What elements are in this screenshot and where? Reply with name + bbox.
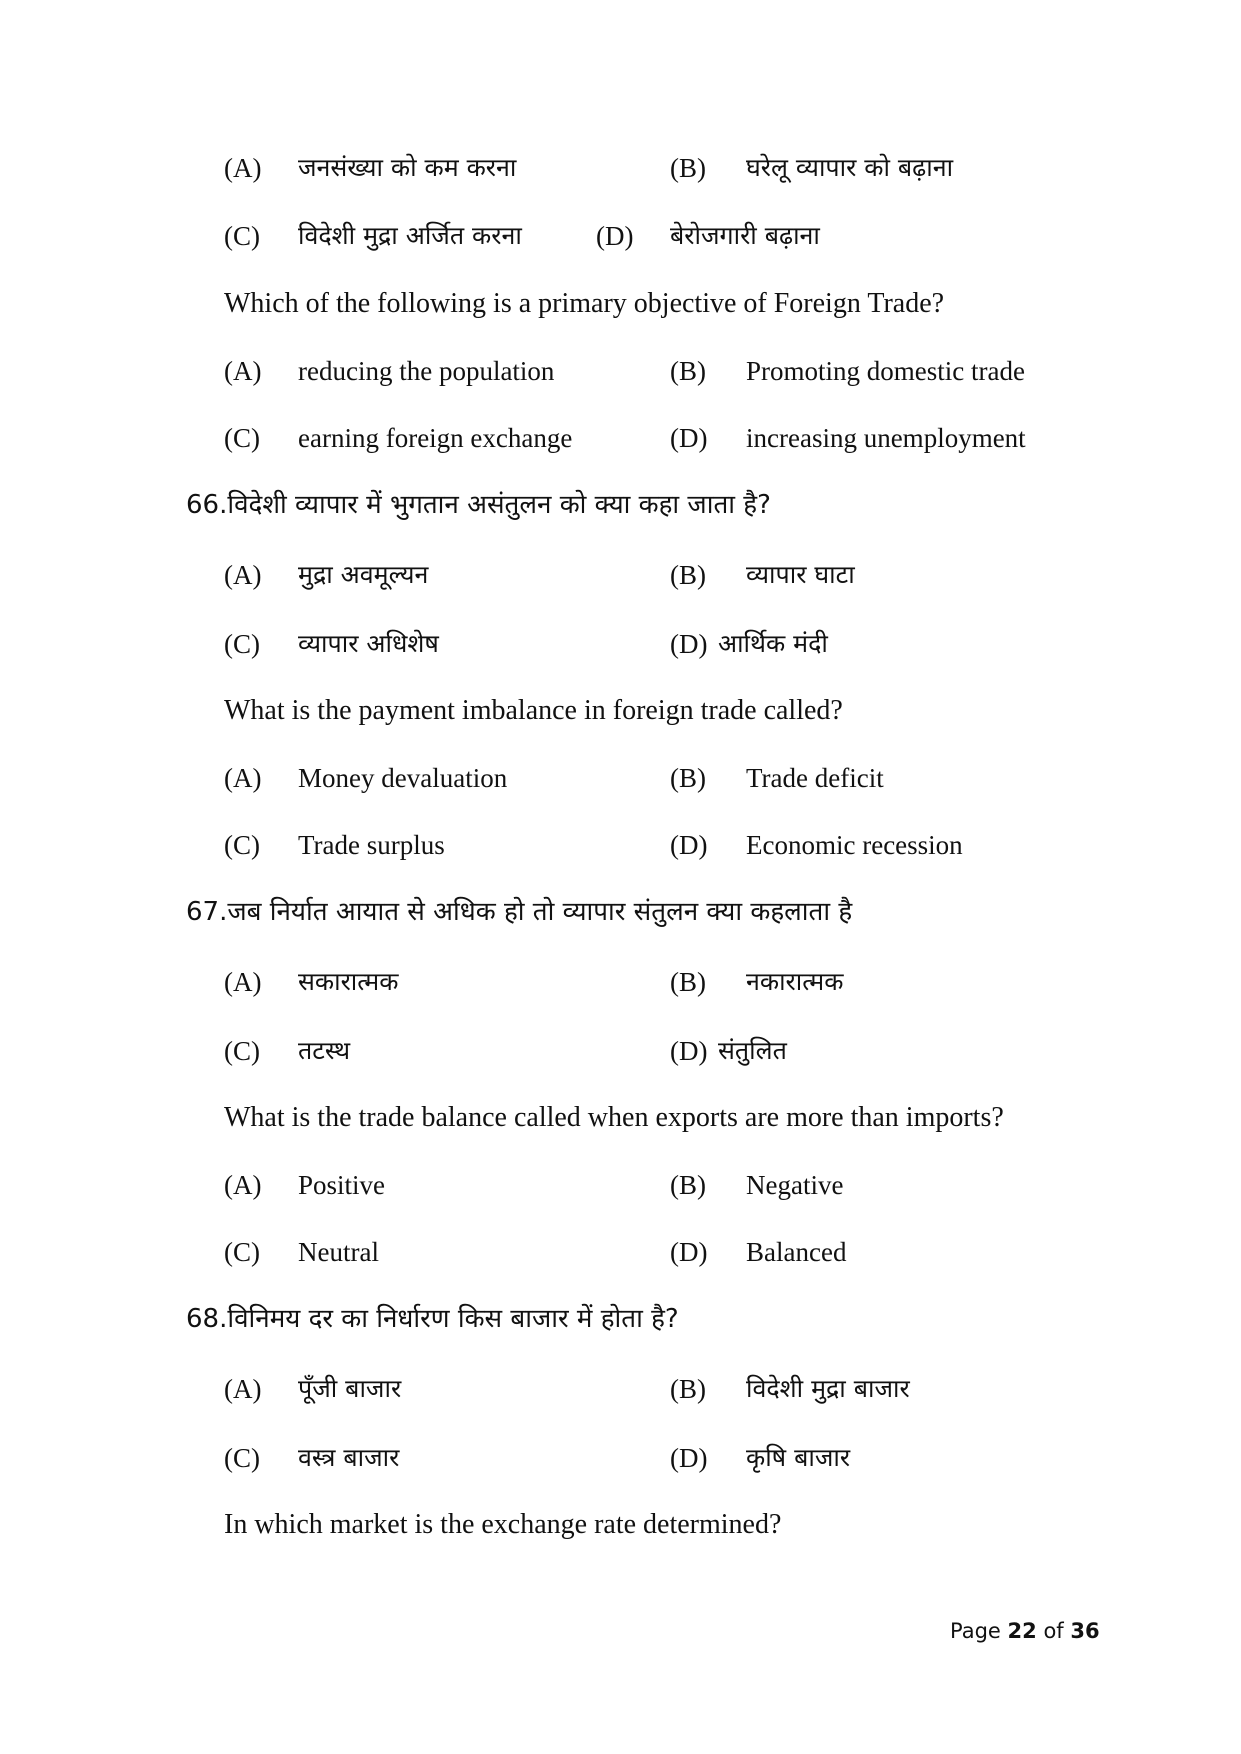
option-label: (B) [670, 356, 706, 386]
option-label: (A) [224, 356, 262, 386]
question-english: In which market is the exchange rate determined? [224, 1509, 782, 1540]
option-label: (C) [224, 830, 260, 860]
option-text: Balanced [746, 1237, 847, 1267]
option-text: मुद्रा अवमूल्यन [298, 560, 429, 589]
option-row [224, 825, 1124, 865]
option-label: (B) [670, 967, 706, 997]
question-text: 68.विनिमय दर का निर्धारण किस बाजार में होता है? [186, 1304, 679, 1334]
option-text: व्यापार अधिशेष [298, 629, 439, 658]
option-row [224, 216, 1124, 256]
option-label: (A) [224, 1170, 262, 1200]
option-label: (C) [224, 1443, 260, 1473]
option-text: तटस्थ [298, 1036, 351, 1065]
option-text: earning foreign exchange [298, 423, 573, 453]
option-label: (A) [224, 763, 262, 793]
option-label: (C) [224, 423, 260, 453]
option-text: बेरोजगारी बढ़ाना [670, 221, 820, 250]
current-page: 22 [1007, 1619, 1037, 1643]
option-row [224, 1031, 1124, 1071]
option-row [224, 1165, 1124, 1205]
option-label: (C) [224, 221, 260, 251]
option-text: नकारात्मक [746, 967, 844, 996]
option-label: (B) [670, 153, 706, 183]
option-text: विदेशी मुद्रा बाजार [746, 1374, 910, 1403]
option-row [224, 758, 1124, 798]
question-text: 66.विदेशी व्यापार में भुगतान असंतुलन को क्या कहा जाता है? [186, 490, 771, 520]
option-text: घरेलू व्यापार को बढ़ाना [746, 153, 954, 182]
option-label: (C) [224, 1036, 260, 1066]
option-row [224, 1232, 1124, 1272]
option-text: संतुलित [718, 1036, 787, 1065]
option-label: (D) [670, 629, 708, 659]
page-number [950, 1616, 1100, 1646]
option-text: Trade surplus [298, 830, 445, 860]
question-english: Which of the following is a primary objective of Foreign Trade? [224, 288, 945, 319]
question-hindi [186, 1299, 679, 1339]
option-row [224, 1369, 1124, 1409]
option-text: पूँजी बाजार [298, 1374, 402, 1403]
option-label: (C) [224, 1237, 260, 1267]
option-label: (A) [224, 153, 262, 183]
question-text: 67.जब निर्यात आयात से अधिक हो तो व्यापार संतुलन क्या कहलाता है [186, 897, 853, 927]
option-text: Money devaluation [298, 763, 508, 793]
option-text: reducing the population [298, 356, 555, 386]
question-english: What is the trade balance called when exports are more than imports? [224, 1102, 1004, 1133]
option-text: व्यापार घाटा [746, 560, 855, 589]
option-label: (D) [596, 221, 634, 251]
option-label: (A) [224, 967, 262, 997]
option-text: विदेशी मुद्रा अर्जित करना [298, 221, 522, 250]
option-text: increasing unemployment [746, 423, 1026, 453]
option-row [224, 1438, 1124, 1478]
option-label: (C) [224, 629, 260, 659]
question-hindi [186, 485, 771, 525]
option-row [224, 624, 1124, 664]
option-label: (D) [670, 1237, 708, 1267]
option-text: सकारात्मक [298, 967, 399, 996]
question-hindi [186, 892, 852, 932]
option-label: (B) [670, 1374, 706, 1404]
of-word: of [1043, 1619, 1064, 1643]
option-row [224, 555, 1124, 595]
option-label: (B) [670, 1170, 706, 1200]
option-row [224, 148, 1124, 188]
option-row [224, 418, 1124, 458]
option-label: (D) [670, 1036, 708, 1066]
option-label: (D) [670, 1443, 708, 1473]
question-english: What is the payment imbalance in foreign trade called? [224, 695, 843, 726]
option-text: जनसंख्या को कम करना [298, 153, 517, 182]
option-label: (D) [670, 423, 708, 453]
option-row [224, 962, 1124, 1002]
option-label: (A) [224, 1374, 262, 1404]
option-label: (D) [670, 830, 708, 860]
option-row [224, 351, 1124, 391]
option-label: (B) [670, 763, 706, 793]
option-text: Trade deficit [746, 763, 884, 793]
option-text: Positive [298, 1170, 386, 1200]
option-text: आर्थिक मंदी [718, 629, 828, 658]
option-label: (A) [224, 560, 262, 590]
option-text: Promoting domestic trade [746, 356, 1025, 386]
option-text: कृषि बाजार [746, 1443, 851, 1472]
page-word: Page [950, 1619, 1001, 1643]
option-text: Neutral [298, 1237, 379, 1267]
option-text: Economic recession [746, 830, 963, 860]
option-label: (B) [670, 560, 706, 590]
total-pages: 36 [1070, 1619, 1100, 1643]
option-text: वस्त्र बाजार [298, 1443, 400, 1472]
option-text: Negative [746, 1170, 844, 1200]
